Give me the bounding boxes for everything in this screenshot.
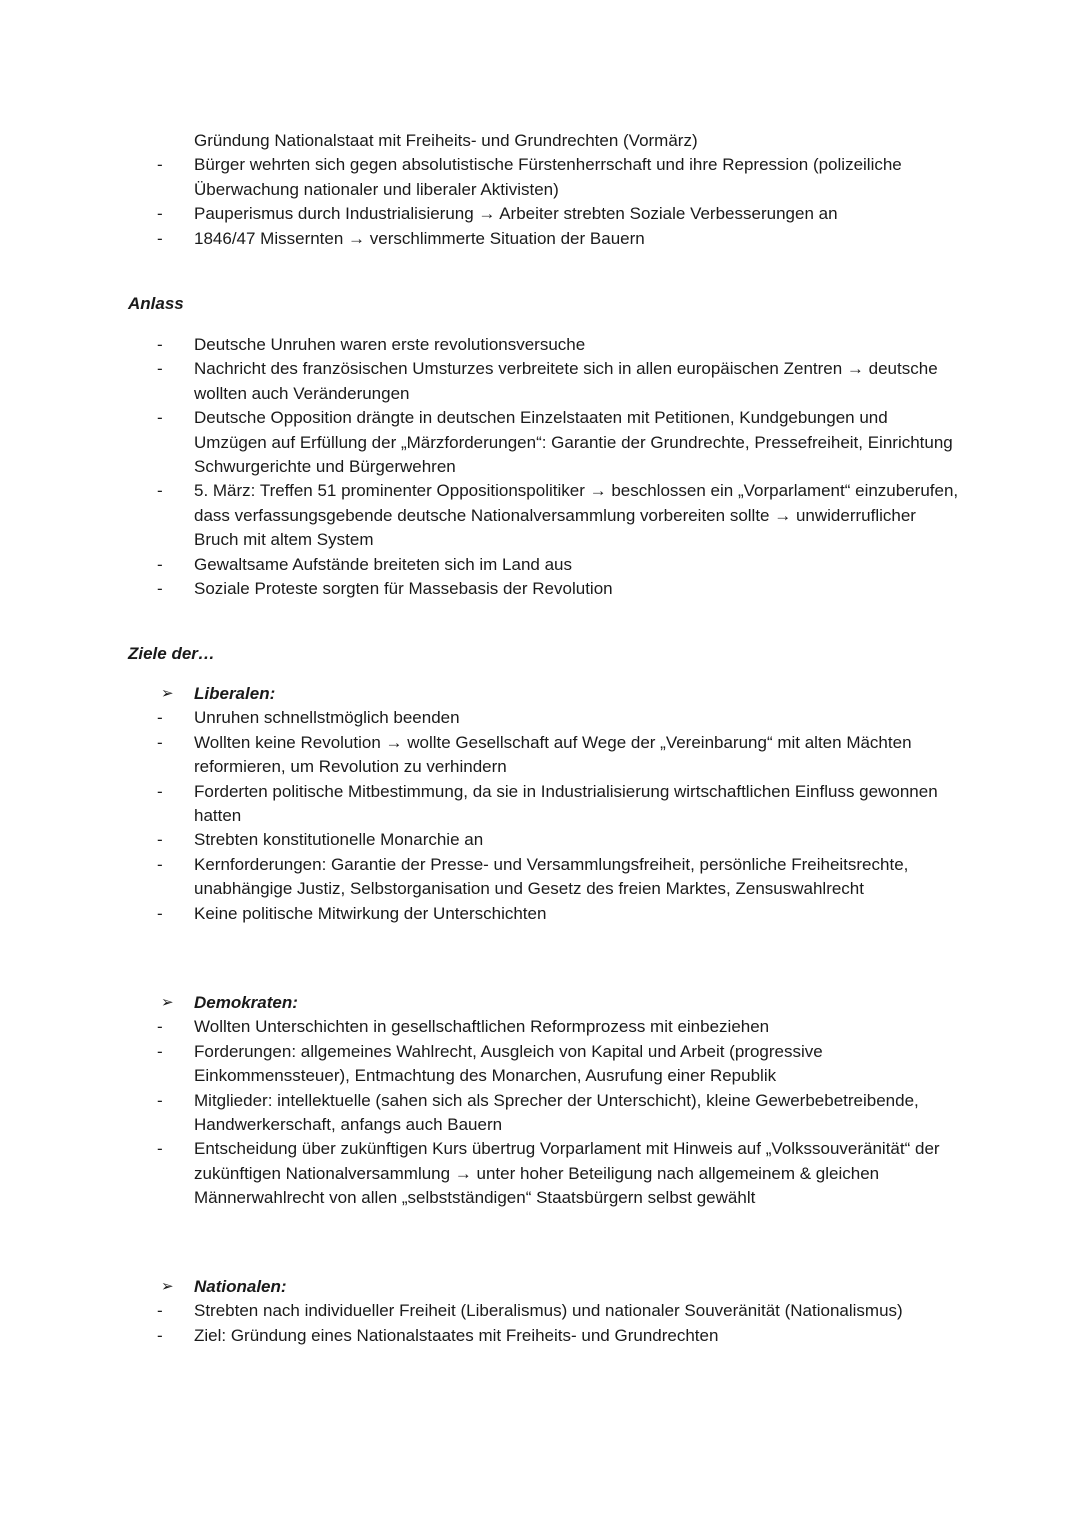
list-item bbox=[0, 153, 1080, 202]
intro-section bbox=[0, 129, 1080, 251]
dash-icon: - bbox=[157, 854, 163, 874]
list-item-text: Wollten keine Revolution → wollte Gesellschaft auf Wege der „Vereinbarung“ mit alten Mächten reformieren, um Revolution zu verhindern bbox=[194, 732, 912, 777]
dash-icon: - bbox=[157, 481, 163, 501]
list-item bbox=[0, 828, 1080, 852]
list-item bbox=[0, 1015, 1080, 1039]
list-item-text: Pauperismus durch Industrialisierung → Arbeiter strebten Soziale Verbesserungen an bbox=[194, 204, 838, 224]
group-title-text: Liberalen: bbox=[194, 684, 276, 703]
dash-icon: - bbox=[157, 335, 163, 354]
list-item-text: Forderungen: allgemeines Wahlrecht, Ausgleich von Kapital und Arbeit (progressive Einkommenssteuer), Entmachtung des Monarchen, Ausrufung einer Republik bbox=[194, 1041, 823, 1086]
list-item-text: Gründung Nationalstaat mit Freiheits- und Grundrechten (Vormärz) bbox=[194, 131, 698, 150]
anlass-list bbox=[0, 333, 1080, 601]
anlass-section bbox=[0, 333, 1080, 601]
dash-icon: - bbox=[157, 1325, 163, 1345]
list-item-text: Nachricht des französischen Umsturzes verbreitete sich in allen europäischen Zentren → deutsche wollten auch Veränderungen bbox=[194, 359, 938, 403]
dash-icon: - bbox=[157, 408, 163, 428]
dash-icon: - bbox=[157, 155, 163, 175]
list-item-text: Entscheidung über zukünftigen Kurs übertrug Vorparlament mit Hinweis auf „Volkssouveränität“ der zukünftigen Nationalversammlung → unter hoher Beteiligung nach allgemeinem & gleichen Männerwahlrecht von allen „selbstständigen“ Staatsbürgern selbst gewählt bbox=[194, 1139, 940, 1208]
list-item-text: 1846/47 Missernten → verschlimmerte Situation der Bauern bbox=[194, 228, 645, 248]
group-title bbox=[0, 991, 1080, 1015]
list-item bbox=[0, 577, 1080, 601]
list-item-text: Forderten politische Mitbestimmung, da sie in Industrialisierung wirtschaftlichen Einfluss gewonnen hatten bbox=[194, 781, 938, 826]
list-item bbox=[0, 1089, 1080, 1138]
dash-icon: - bbox=[157, 781, 163, 801]
dash-icon: - bbox=[157, 1139, 163, 1159]
list-item-text: Soziale Proteste sorgten für Massebasis der Revolution bbox=[194, 579, 613, 599]
arrowhead-icon: ➢ bbox=[161, 994, 174, 1011]
list-item bbox=[0, 129, 1080, 153]
list-item-text: Wollten Unterschichten in gesellschaftlichen Reformprozess mit einbeziehen bbox=[194, 1017, 770, 1037]
list-item bbox=[0, 406, 1080, 479]
list-item-text: Kernforderungen: Garantie der Presse- und Versammlungsfreiheit, persönliche Freiheitsrechte, unabhängige Justiz, Selbstorganisation und Gesetz des freien Marktes, Zensuswahlrecht bbox=[194, 854, 909, 899]
intro-list bbox=[0, 129, 1080, 251]
liberalen-section bbox=[0, 682, 1080, 926]
list-item-text: Keine politische Mitwirkung der Unterschichten bbox=[194, 903, 547, 923]
list-item bbox=[0, 333, 1080, 357]
list-item bbox=[0, 1137, 1080, 1210]
list-item bbox=[0, 227, 1080, 251]
list-item bbox=[0, 1040, 1080, 1089]
dash-icon: - bbox=[157, 708, 163, 728]
list-item-text: Bürger wehrten sich gegen absolutistische Fürstenherrschaft und ihre Repression (polizeiliche Überwachung nationaler und liberaler Aktivisten) bbox=[194, 155, 902, 199]
nationalen-list bbox=[0, 1275, 1080, 1348]
nationalen-section bbox=[0, 1275, 1080, 1348]
group-title-text: Nationalen: bbox=[194, 1277, 287, 1296]
liberalen-list bbox=[0, 682, 1080, 926]
dash-icon: - bbox=[157, 1041, 163, 1061]
list-item bbox=[0, 357, 1080, 406]
dash-icon: - bbox=[157, 732, 163, 752]
group-title-text: Demokraten: bbox=[194, 993, 298, 1012]
list-item-text: Strebten konstitutionelle Monarchie an bbox=[194, 830, 484, 850]
list-item-text: 5. März: Treffen 51 prominenter Oppositionspolitiker → beschlossen ein „Vorparlament“ einzuberufen, dass verfassungsgebende deutsche Nationalversammlung vorbereiten sollte → unwiderruflicher Bruch mit altem System bbox=[194, 481, 959, 550]
list-item bbox=[0, 202, 1080, 226]
list-item bbox=[0, 706, 1080, 730]
dash-icon: - bbox=[157, 1301, 163, 1321]
list-item bbox=[0, 780, 1080, 829]
dash-icon: - bbox=[157, 1017, 163, 1037]
list-item-text: Mitglieder: intellektuelle (sahen sich als Sprecher der Unterschicht), kleine Gewerbebetreibende, Handwerkerschaft, anfangs auch Bauern bbox=[194, 1090, 919, 1135]
dash-icon: - bbox=[157, 228, 163, 248]
list-item-text: Unruhen schnellstmöglich beenden bbox=[194, 708, 460, 728]
list-item-text: Deutsche Unruhen waren erste revolutionsversuche bbox=[194, 335, 586, 354]
arrowhead-icon: ➢ bbox=[161, 685, 174, 702]
list-item bbox=[0, 553, 1080, 577]
list-item bbox=[0, 853, 1080, 902]
list-item bbox=[0, 1324, 1080, 1348]
list-item-text: Deutsche Opposition drängte in deutschen Einzelstaaten mit Petitionen, Kundgebungen und Umzügen auf Erfüllung der „Märzforderungen“: Garantie der Grundrechte, Pressefreiheit, Einrichtung Schwurgerichte und Bürgerwehren bbox=[194, 408, 953, 477]
list-item-text: Gewaltsame Aufstände breiteten sich im Land aus bbox=[194, 554, 572, 574]
group-title bbox=[0, 1275, 1080, 1299]
arrowhead-icon: ➢ bbox=[161, 1278, 174, 1295]
list-item-text: Ziel: Gründung eines Nationalstaates mit Freiheits- und Grundrechten bbox=[194, 1325, 719, 1345]
dash-icon: - bbox=[157, 554, 163, 574]
list-item bbox=[0, 731, 1080, 780]
section-heading-ziele: Ziele der… bbox=[128, 644, 215, 663]
list-item bbox=[0, 902, 1080, 926]
list-item bbox=[0, 1299, 1080, 1323]
dash-icon: - bbox=[157, 830, 163, 850]
demokraten-list bbox=[0, 991, 1080, 1211]
section-heading-anlass: Anlass bbox=[128, 294, 184, 313]
list-item-text: Strebten nach individueller Freiheit (Liberalismus) und nationaler Souveränität (Nationalismus) bbox=[194, 1301, 903, 1321]
dash-icon: - bbox=[157, 204, 163, 224]
list-item bbox=[0, 479, 1080, 552]
demokraten-section bbox=[0, 991, 1080, 1211]
dash-icon: - bbox=[157, 903, 163, 923]
dash-icon: - bbox=[157, 1090, 163, 1110]
dash-icon: - bbox=[157, 579, 163, 599]
dash-icon: - bbox=[157, 359, 163, 379]
group-title bbox=[0, 682, 1080, 706]
